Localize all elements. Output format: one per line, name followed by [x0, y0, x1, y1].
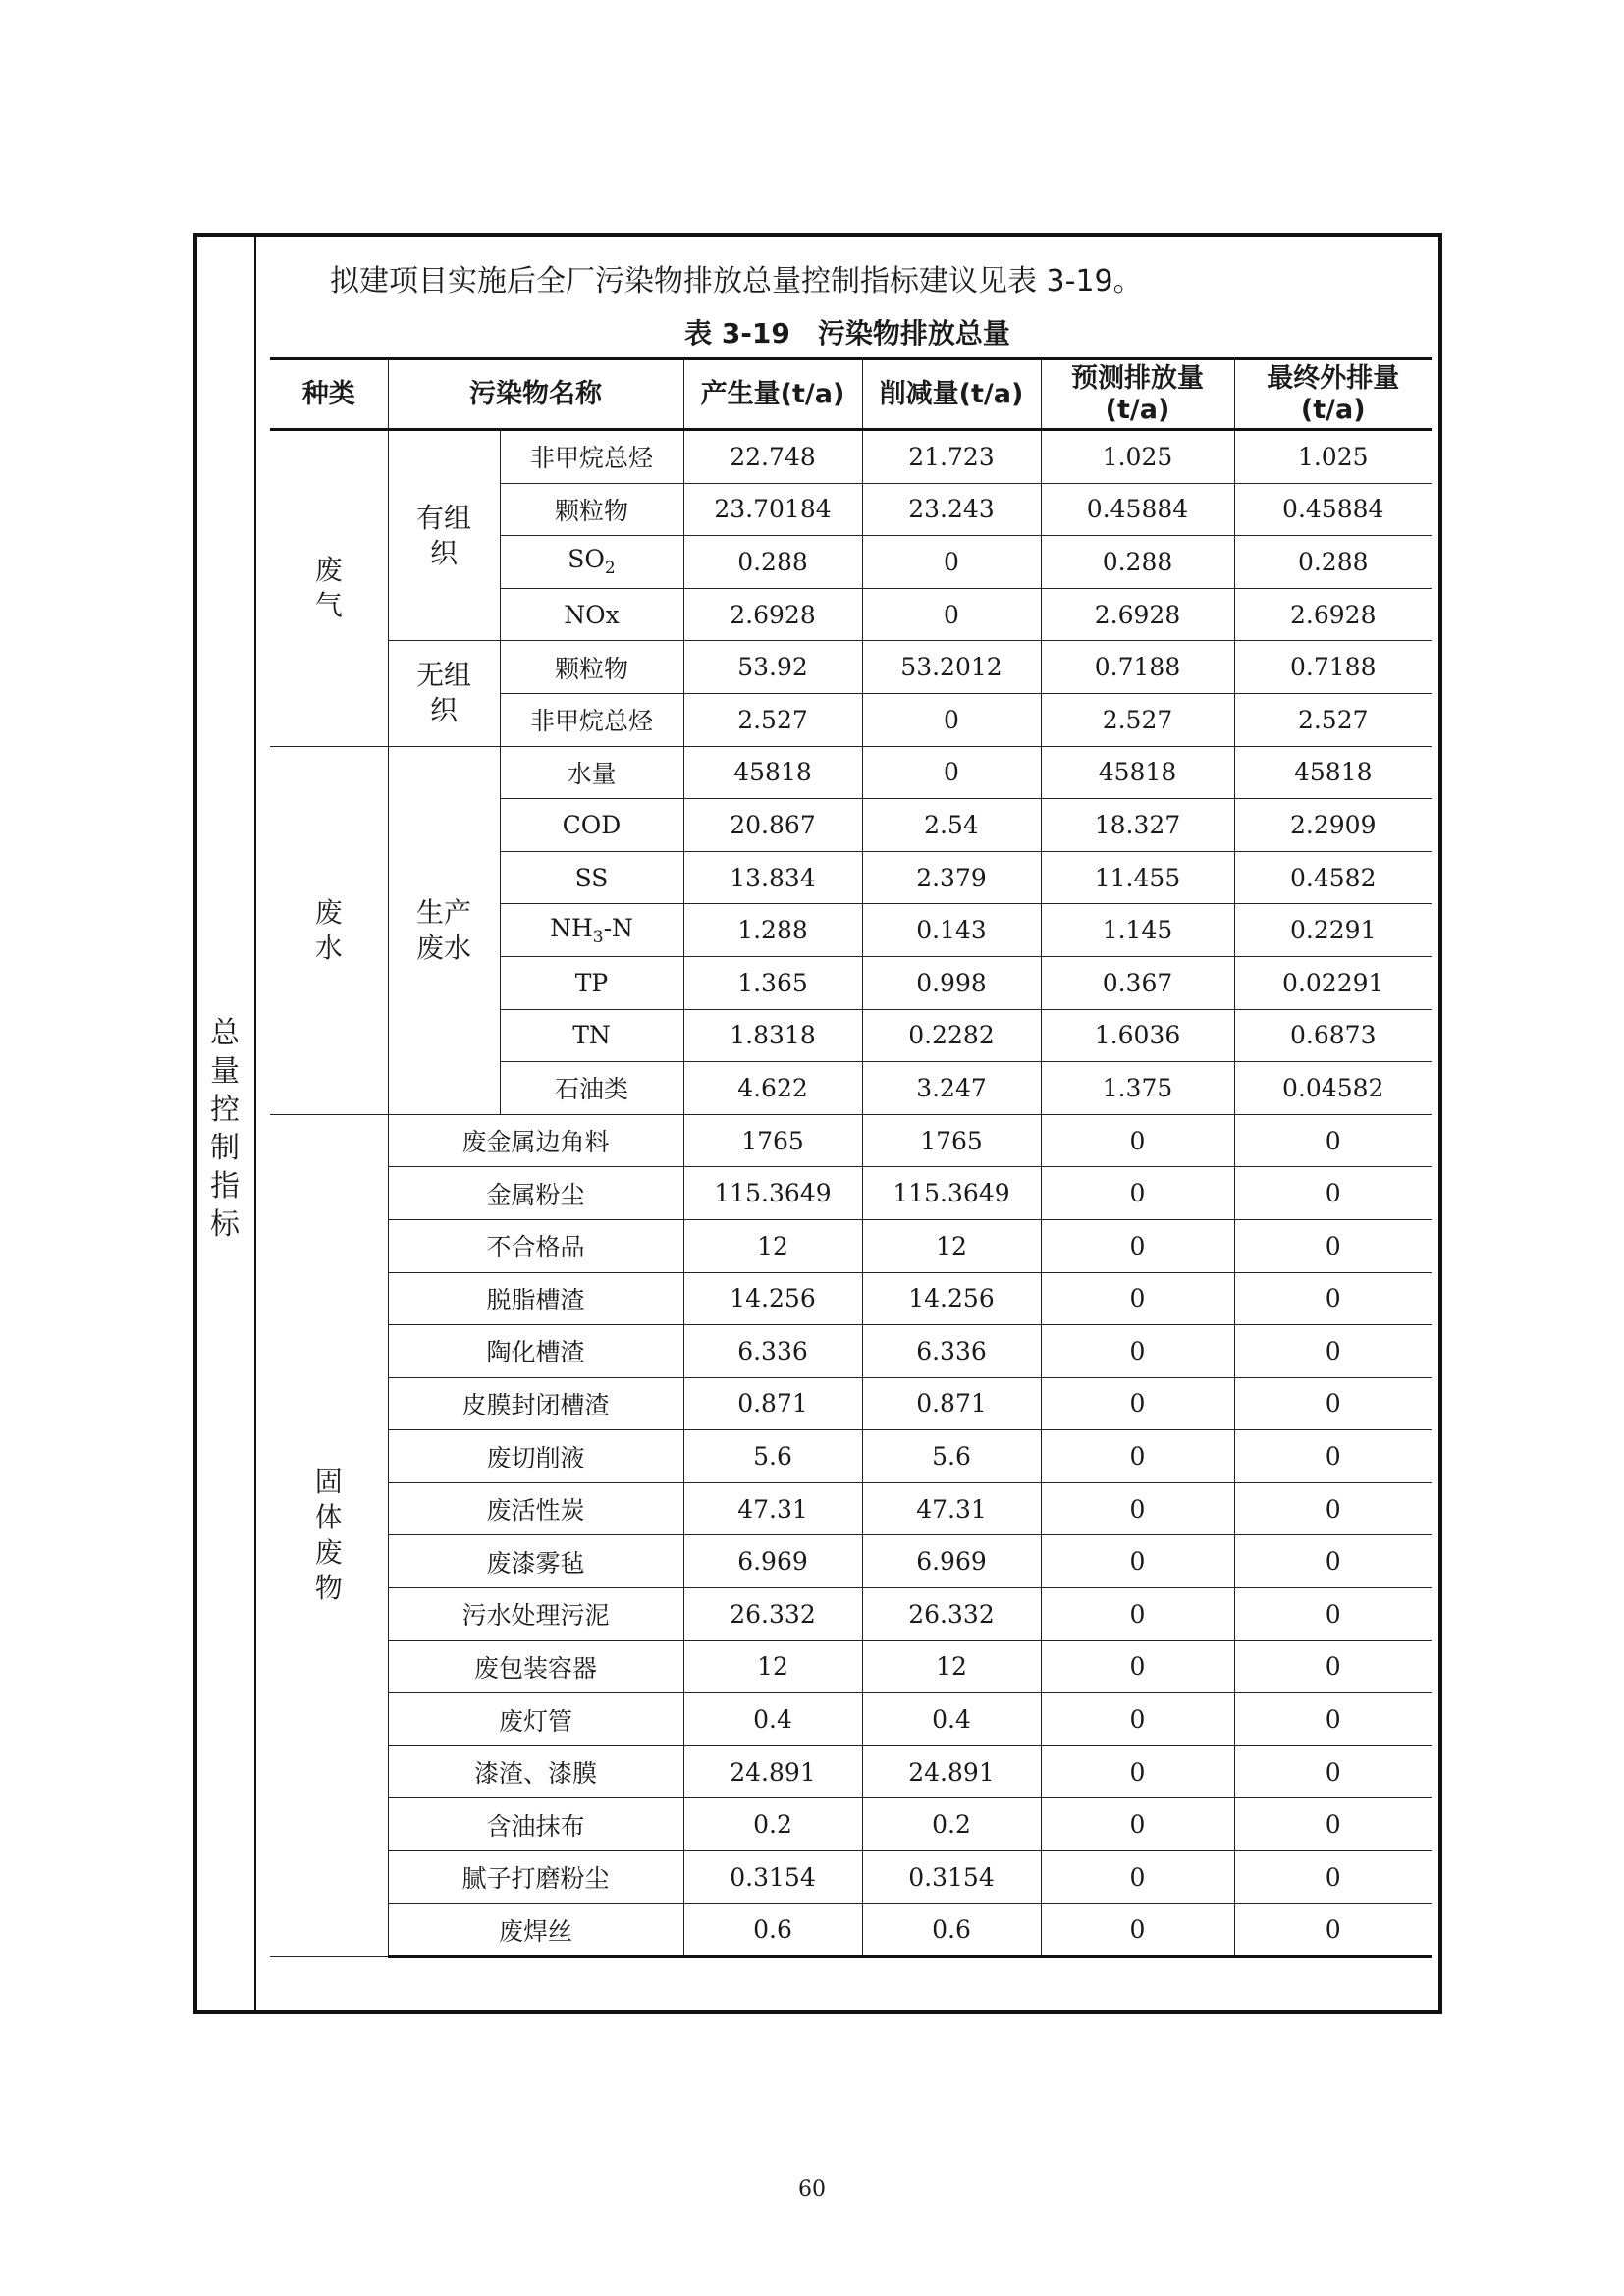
table-row [270, 1219, 1432, 1272]
value-final: 0.6873 [1234, 1009, 1432, 1062]
value-final: 0 [1234, 1903, 1432, 1957]
value-predicted: 0 [1041, 1693, 1234, 1746]
header-final-l1: 最终外排量 [1267, 362, 1400, 394]
value-final: 0.4582 [1234, 851, 1432, 904]
value-reduced: 0 [862, 588, 1041, 641]
value-reduced: 0.2 [862, 1798, 1041, 1851]
table-row [270, 1114, 1432, 1167]
pollutant-name: 废包装容器 [388, 1640, 683, 1693]
value-generated: 45818 [683, 746, 862, 799]
value-final: 0 [1234, 1535, 1432, 1588]
value-generated: 0.871 [683, 1377, 862, 1430]
value-generated: 47.31 [683, 1482, 862, 1535]
subcategory-production-water [388, 746, 500, 1114]
table-title: 污染物排放总量 [817, 317, 1010, 349]
header-category: 种类 [270, 359, 388, 430]
value-generated: 1.288 [683, 904, 862, 957]
value-reduced: 24.891 [862, 1745, 1041, 1798]
value-predicted: 1.375 [1041, 1062, 1234, 1115]
category-waste-water-label-line: 水 [314, 931, 343, 964]
header-final-l2: (t/a) [1300, 394, 1366, 425]
value-final: 0 [1234, 1430, 1432, 1483]
subcategory-organized-label [389, 501, 500, 571]
value-generated: 26.332 [683, 1588, 862, 1641]
value-reduced: 53.2012 [862, 641, 1041, 694]
value-predicted: 0 [1041, 1325, 1234, 1378]
category-waste-gas [270, 430, 388, 747]
table-row [270, 430, 1432, 484]
table-row [270, 1693, 1432, 1746]
value-final: 2.527 [1234, 693, 1432, 746]
pollutant-name: 污水处理污泥 [388, 1588, 683, 1641]
page-number: 60 [798, 2177, 826, 2202]
value-final: 1.025 [1234, 430, 1432, 484]
table-row [270, 1798, 1432, 1851]
pollutant-name: $SO_2$ [500, 536, 683, 589]
category-solid-waste-label-line: 废 [314, 1536, 343, 1570]
pollutant-name: 不合格品 [388, 1219, 683, 1272]
value-generated: 1.365 [683, 956, 862, 1009]
pollutant-table [270, 357, 1432, 1958]
value-generated: 1.8318 [683, 1009, 862, 1062]
value-reduced: 0.6 [862, 1903, 1041, 1957]
subcategory-unorganized-label-line: 无组 [415, 659, 471, 692]
table-row [270, 1588, 1432, 1641]
table-row [270, 1430, 1432, 1483]
value-reduced: 0.871 [862, 1377, 1041, 1430]
pollutant-name: $NH_3-N$ [500, 904, 683, 957]
pollutant-name: 水量 [500, 746, 683, 799]
value-predicted: 0 [1041, 1798, 1234, 1851]
pollutant-name: 废活性炭 [388, 1482, 683, 1535]
category-solid-waste [270, 1114, 388, 1957]
value-predicted: 0 [1041, 1114, 1234, 1167]
value-final: 0 [1234, 1851, 1432, 1904]
value-final: 0 [1234, 1219, 1432, 1272]
value-final: 0.288 [1234, 536, 1432, 589]
side-label [197, 1014, 252, 1244]
category-solid-waste-label-line: 体 [314, 1501, 343, 1534]
value-final: 0 [1234, 1325, 1432, 1378]
value-predicted: 1.145 [1041, 904, 1234, 957]
value-final: 2.6928 [1234, 588, 1432, 641]
value-predicted: 0 [1041, 1219, 1234, 1272]
table-row [270, 1851, 1432, 1904]
value-final: 0 [1234, 1114, 1432, 1167]
table-row [270, 1482, 1432, 1535]
value-final: 0 [1234, 1798, 1432, 1851]
pollutant-name: 颗粒物 [500, 483, 683, 536]
value-reduced: 0 [862, 536, 1041, 589]
side-char: 总 [210, 1016, 240, 1050]
subcategory-unorganized [388, 641, 500, 746]
subcategory-production-water-label [389, 895, 500, 966]
subcategory-unorganized-label-line: 织 [429, 694, 458, 727]
side-char: 控 [210, 1093, 240, 1127]
value-predicted: 0 [1041, 1272, 1234, 1325]
value-generated: 20.867 [683, 799, 862, 852]
category-waste-water [270, 746, 388, 1114]
value-predicted: 0 [1041, 1430, 1234, 1483]
value-predicted: 0 [1041, 1640, 1234, 1693]
value-predicted: 0 [1041, 1745, 1234, 1798]
value-predicted: 0 [1041, 1482, 1234, 1535]
value-final: 45818 [1234, 746, 1432, 799]
value-reduced: 6.336 [862, 1325, 1041, 1378]
table-row [270, 1377, 1432, 1430]
value-predicted: 2.527 [1041, 693, 1234, 746]
value-final: 0 [1234, 1693, 1432, 1746]
value-final: 0 [1234, 1482, 1432, 1535]
pollutant-name: 废金属边角料 [388, 1114, 683, 1167]
value-generated: 0.4 [683, 1693, 862, 1746]
value-generated: 5.6 [683, 1430, 862, 1483]
value-reduced: 0.998 [862, 956, 1041, 1009]
value-predicted: 0.7188 [1041, 641, 1234, 694]
value-predicted: 0 [1041, 1588, 1234, 1641]
value-reduced: 0 [862, 746, 1041, 799]
table-row [270, 1167, 1432, 1220]
header-predicted [1041, 359, 1234, 430]
header-pollutant: 污染物名称 [388, 359, 683, 430]
value-reduced: 3.247 [862, 1062, 1041, 1115]
value-reduced: 0.3154 [862, 1851, 1041, 1904]
value-generated: 6.336 [683, 1325, 862, 1378]
pollutant-name: 石油类 [500, 1062, 683, 1115]
value-final: 0 [1234, 1640, 1432, 1693]
header-predicted-l2: (t/a) [1105, 394, 1170, 425]
header-final [1234, 359, 1432, 430]
value-final: 0 [1234, 1167, 1432, 1220]
subcategory-production-water-label-line: 废水 [415, 931, 471, 964]
value-predicted: 0.367 [1041, 956, 1234, 1009]
header-reduced: 削减量(t/a) [862, 359, 1041, 430]
value-reduced: 47.31 [862, 1482, 1041, 1535]
value-reduced: 12 [862, 1219, 1041, 1272]
value-reduced: 115.3649 [862, 1167, 1041, 1220]
category-waste-water-label [270, 895, 388, 966]
table-row [270, 1535, 1432, 1588]
table-row [270, 746, 1432, 799]
value-predicted: 0.288 [1041, 536, 1234, 589]
value-generated: 2.527 [683, 693, 862, 746]
value-reduced: 23.243 [862, 483, 1041, 536]
table-number: 表 3-19 [684, 317, 790, 349]
category-waste-gas-label-line: 废 [314, 554, 343, 587]
value-generated: 2.6928 [683, 588, 862, 641]
value-predicted: 0 [1041, 1535, 1234, 1588]
category-solid-waste-label [270, 1465, 388, 1606]
value-generated: 115.3649 [683, 1167, 862, 1220]
value-reduced: 0 [862, 693, 1041, 746]
value-reduced: 6.969 [862, 1535, 1041, 1588]
subcategory-organized-label-line: 有组 [415, 501, 471, 534]
value-final: 2.2909 [1234, 799, 1432, 852]
value-predicted: 11.455 [1041, 851, 1234, 904]
value-generated: 53.92 [683, 641, 862, 694]
value-final: 0 [1234, 1377, 1432, 1430]
pollutant-name: 陶化槽渣 [388, 1325, 683, 1378]
pollutant-name: TP [500, 956, 683, 1009]
pollutant-name: TN [500, 1009, 683, 1062]
pollutant-name: SS [500, 851, 683, 904]
side-char: 标 [210, 1207, 240, 1242]
side-column [197, 237, 256, 2010]
side-char: 制 [210, 1131, 240, 1165]
pollutant-name: 颗粒物 [500, 641, 683, 694]
pollutant-name: 皮膜封闭槽渣 [388, 1377, 683, 1430]
pollutant-name: 废焊丝 [388, 1903, 683, 1957]
intro-paragraph: 拟建项目实施后全厂污染物排放总量控制指标建议见表 3-19。 [330, 264, 1143, 298]
category-waste-water-label-line: 废 [314, 895, 343, 929]
value-final: 0 [1234, 1272, 1432, 1325]
value-generated: 0.3154 [683, 1851, 862, 1904]
table-body [270, 430, 1432, 1957]
value-final: 0 [1234, 1588, 1432, 1641]
category-waste-gas-label [270, 553, 388, 623]
value-generated: 22.748 [683, 430, 862, 484]
pollutant-name: 含油抹布 [388, 1798, 683, 1851]
value-generated: 13.834 [683, 851, 862, 904]
side-char: 指 [210, 1169, 240, 1203]
pollutant-name: 非甲烷总烃 [500, 693, 683, 746]
table-caption [197, 312, 1438, 351]
category-waste-gas-label-line: 气 [314, 589, 343, 622]
pollutant-name: 脱脂槽渣 [388, 1272, 683, 1325]
value-reduced: 21.723 [862, 430, 1041, 484]
table-row [270, 1325, 1432, 1378]
value-final: 0.45884 [1234, 483, 1432, 536]
value-generated: 4.622 [683, 1062, 862, 1115]
value-generated: 0.288 [683, 536, 862, 589]
table-row [270, 1640, 1432, 1693]
subcategory-organized-label-line: 织 [429, 536, 458, 569]
pollutant-name: 漆渣、漆膜 [388, 1745, 683, 1798]
value-reduced: 12 [862, 1640, 1041, 1693]
pollutant-name: 废切削液 [388, 1430, 683, 1483]
value-generated: 1765 [683, 1114, 862, 1167]
value-final: 0.7188 [1234, 641, 1432, 694]
pollutant-name: 废灯管 [388, 1693, 683, 1746]
header-predicted-l1: 预测排放量 [1071, 362, 1204, 394]
value-reduced: 0.2282 [862, 1009, 1041, 1062]
value-predicted: 0 [1041, 1851, 1234, 1904]
value-reduced: 26.332 [862, 1588, 1041, 1641]
pollutant-name: 废漆雾毡 [388, 1535, 683, 1588]
side-char: 量 [210, 1054, 240, 1089]
subcategory-unorganized-label [389, 658, 500, 728]
value-generated: 0.2 [683, 1798, 862, 1851]
table-row [270, 1745, 1432, 1798]
value-generated: 0.6 [683, 1903, 862, 1957]
table-row [270, 1272, 1432, 1325]
value-reduced: 5.6 [862, 1430, 1041, 1483]
value-predicted: 1.025 [1041, 430, 1234, 484]
subcategory-organized [388, 430, 500, 641]
value-generated: 24.891 [683, 1745, 862, 1798]
value-predicted: 45818 [1041, 746, 1234, 799]
value-predicted: 0 [1041, 1903, 1234, 1957]
value-final: 0.2291 [1234, 904, 1432, 957]
category-solid-waste-label-line: 固 [314, 1466, 343, 1499]
value-reduced: 2.54 [862, 799, 1041, 852]
pollutant-name: 非甲烷总烃 [500, 430, 683, 484]
value-generated: 6.969 [683, 1535, 862, 1588]
value-predicted: 1.6036 [1041, 1009, 1234, 1062]
table-row [270, 641, 1432, 694]
table-row [270, 1903, 1432, 1957]
value-predicted: 0.45884 [1041, 483, 1234, 536]
content-frame [193, 233, 1442, 2014]
table-header-row [270, 359, 1432, 430]
value-reduced: 1765 [862, 1114, 1041, 1167]
subcategory-production-water-label-line: 生产 [415, 895, 471, 929]
value-reduced: 2.379 [862, 851, 1041, 904]
value-generated: 14.256 [683, 1272, 862, 1325]
value-generated: 12 [683, 1219, 862, 1272]
value-final: 0 [1234, 1745, 1432, 1798]
category-solid-waste-label-line: 物 [314, 1572, 343, 1605]
value-generated: 12 [683, 1640, 862, 1693]
value-final: 0.02291 [1234, 956, 1432, 1009]
value-predicted: 2.6928 [1041, 588, 1234, 641]
pollutant-name: 金属粉尘 [388, 1167, 683, 1220]
value-final: 0.04582 [1234, 1062, 1432, 1115]
value-generated: 23.70184 [683, 483, 862, 536]
value-predicted: 18.327 [1041, 799, 1234, 852]
pollutant-name: NOx [500, 588, 683, 641]
pollutant-name: COD [500, 799, 683, 852]
header-generated: 产生量(t/a) [683, 359, 862, 430]
value-reduced: 0.143 [862, 904, 1041, 957]
value-reduced: 14.256 [862, 1272, 1041, 1325]
value-reduced: 0.4 [862, 1693, 1041, 1746]
value-predicted: 0 [1041, 1167, 1234, 1220]
value-predicted: 0 [1041, 1377, 1234, 1430]
pollutant-name: 腻子打磨粉尘 [388, 1851, 683, 1904]
